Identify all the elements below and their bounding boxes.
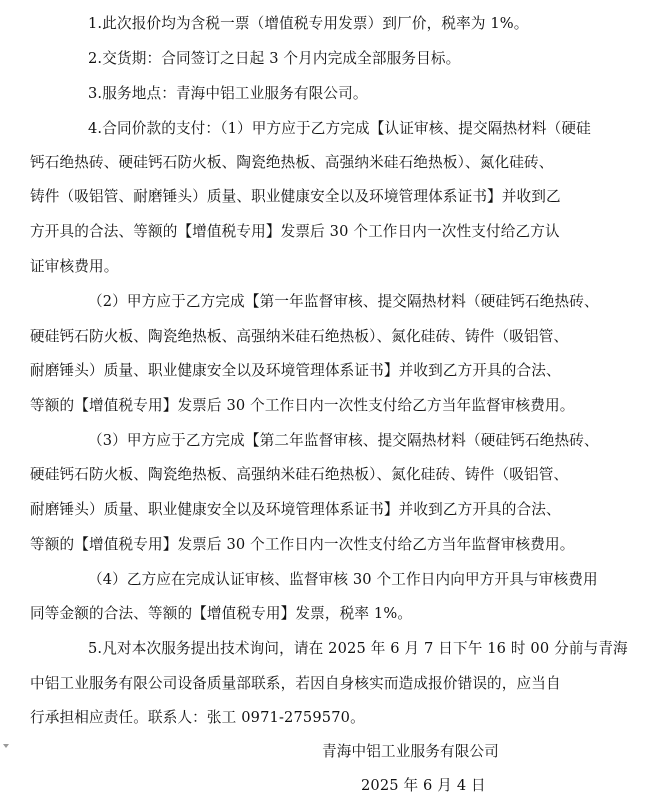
clause-4-line-5: 证审核费用。 [30, 258, 119, 275]
clause-4-2-line-1: （2）甲方应于乙方完成【第一年监督审核、提交隔热材料（硬硅钙石绝热砖、 [88, 293, 599, 310]
clause-4-line-4: 方开具的合法、等额的【增值税专用】发票后 30 个工作日内一次性支付给乙方认 [30, 223, 560, 240]
clause-4-3-line-1: （3）甲方应于乙方完成【第二年监督审核、提交隔热材料（硬硅钙石绝热砖、 [88, 432, 599, 449]
signature-company: 青海中铝工业服务有限公司 [322, 743, 499, 760]
clause-4-3-line-2: 硬硅钙石防火板、陶瓷绝热板、高强纳米硅石绝热板）、氮化硅砖、铸件（吸铝管、 [30, 466, 569, 483]
signature-date: 2025 年 6 月 4 日 [361, 777, 486, 794]
clause-2-line-1: 2.交货期：合同签订之日起 3 个月内完成全部服务目标。 [88, 50, 461, 67]
clause-4-3-line-3: 耐磨锤头）质量、职业健康安全以及环境管理体系证书】并收到乙方开具的合法、 [30, 501, 561, 518]
clause-3-line-1: 3.服务地点：青海中铝工业服务有限公司。 [88, 85, 368, 102]
clause-4-line-2: 钙石绝热砖、硬硅钙石防火板、陶瓷绝热板、高强纳米硅石绝热板）、氮化硅砖、 [30, 154, 554, 171]
clause-1-line-1: 1.此次报价均为含税一票（增值税专用发票）到厂价，税率为 1%。 [88, 15, 529, 32]
clause-4-2-line-2: 硬硅钙石防火板、陶瓷绝热板、高强纳米硅石绝热板）、氮化硅砖、铸件（吸铝管、 [30, 328, 569, 345]
clause-4-line-3: 铸件（吸铝管、耐磨锤头）质量、职业健康安全以及环境管理体系证书】并收到乙 [30, 188, 561, 205]
clause-5-line-1: 5.凡对本次服务提出技术询问，请在 2025 年 6 月 7 日下午 16 时 00 分前与青海 [88, 640, 628, 657]
clause-4-line-1: 4.合同价款的支付：（1）甲方应于乙方完成【认证审核、提交隔热材料（硬硅 [88, 120, 591, 137]
clause-4-4-line-1: （4）乙方应在完成认证审核、监督审核 30 个工作日内向甲方开具与审核费用 [88, 571, 598, 588]
clause-4-2-line-4: 等额的【增值税专用】发票后 30 个工作日内一次性支付给乙方当年监督审核费用。 [30, 397, 575, 414]
clause-4-3-line-4: 等额的【增值税专用】发票后 30 个工作日内一次性支付给乙方当年监督审核费用。 [30, 536, 575, 553]
clause-5-line-2: 中铝工业服务有限公司设备质量部联系，若因自身核实而造成报价错误的，应当自 [30, 675, 561, 692]
clause-4-4-line-2: 同等金额的合法、等额的【增值税专用】发票，税率 1%。 [30, 605, 413, 622]
clause-4-2-line-3: 耐磨锤头）质量、职业健康安全以及环境管理体系证书】并收到乙方开具的合法、 [30, 362, 561, 379]
clause-5-line-3: 行承担相应责任。联系人：张工 0971-2759570。 [30, 709, 365, 726]
margin-marker-icon [3, 744, 9, 748]
